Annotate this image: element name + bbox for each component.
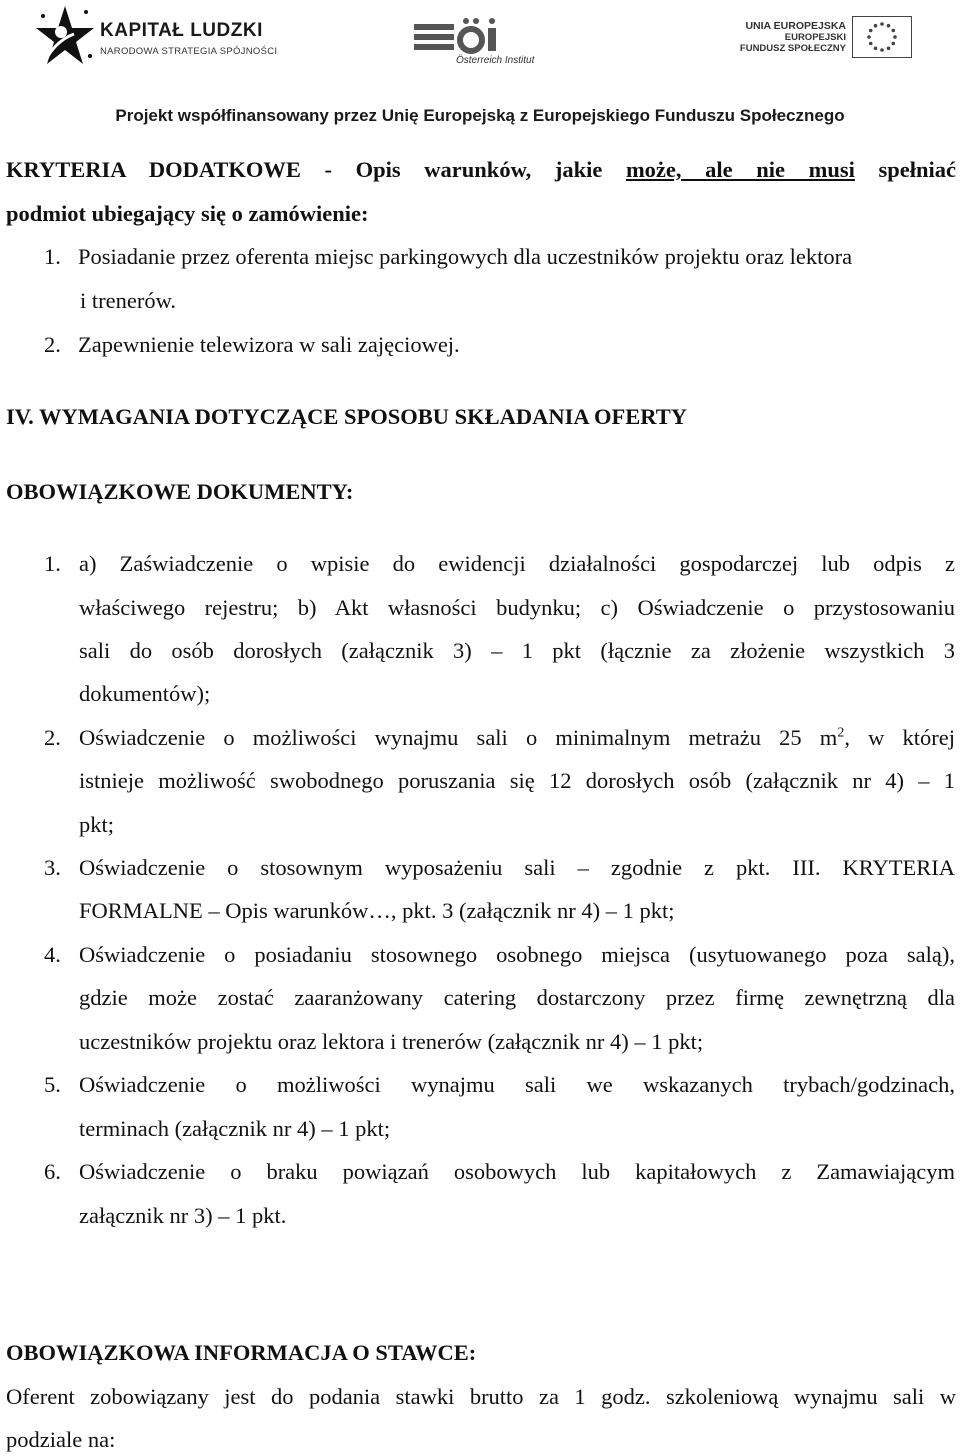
criteria-item-text: Zapewnienie telewizora w sali zajęciowej. bbox=[78, 332, 460, 357]
eu-line3: FUNDUSZ SPOŁECZNY bbox=[739, 43, 846, 54]
doc-item-number: 3. bbox=[44, 855, 61, 880]
required-docs-heading: OBOWIĄZKOWE DOKUMENTY: bbox=[6, 479, 354, 504]
rate-info-line: podziale na: bbox=[6, 1427, 116, 1452]
doc-item-line: pkt; bbox=[79, 812, 115, 837]
kapital-ludzki-subtitle: NARODOWA STRATEGIA SPÓJNOŚCI bbox=[100, 46, 278, 57]
superscript-2: 2 bbox=[837, 725, 845, 741]
doc-item-line-with-superscript bbox=[79, 725, 955, 751]
doc-item-text-part: , w której bbox=[844, 725, 955, 750]
kapital-ludzki-title: KAPITAŁ LUDZKI bbox=[100, 20, 263, 41]
eu-text bbox=[740, 20, 846, 54]
rate-info-heading: OBOWIĄZKOWA INFORMACJA O STAWCE: bbox=[6, 1340, 477, 1365]
intro-part1: KRYTERIA DODATKOWE - Opis warunków, jakie bbox=[6, 157, 626, 182]
eu-flag-icon bbox=[852, 16, 912, 58]
kapital-ludzki-star-icon bbox=[34, 4, 96, 70]
project-cofinancing-line: Projekt współfinansowany przez Unię Europejską z Europejskiego Funduszu Społecznego bbox=[115, 106, 845, 125]
criteria-item-number: 1. bbox=[44, 244, 61, 269]
osterreich-institut-logo bbox=[414, 16, 584, 64]
rate-info-line: Oferent zobowiązany jest do podania stawki brutto za 1 godz. szkoleniową wynajmu sali w bbox=[6, 1384, 956, 1409]
eu-line2: EUROPEJSKI bbox=[784, 32, 846, 43]
criteria-item-number: 2. bbox=[44, 332, 61, 357]
kapital-ludzki-logo bbox=[34, 4, 278, 74]
criteria-item-text: Posiadanie przez oferenta miejsc parkingowych dla uczestników projektu oraz lektora bbox=[78, 244, 853, 269]
doc-item-line: terminach (załącznik nr 4) – 1 pkt; bbox=[79, 1116, 391, 1141]
intro-part2: spełniać bbox=[854, 157, 956, 182]
doc-item-number: 6. bbox=[44, 1159, 61, 1184]
additional-criteria-intro-line2: podmiot ubiegający się o zamówienie: bbox=[6, 201, 369, 226]
doc-item-text-part: Oświadczenie o możliwości wynajmu sali o minimalnym metrażu 25 m bbox=[79, 725, 838, 750]
doc-item-line: a) Zaświadczenie o wpisie do ewidencji działalności gospodarczej lub odpis z bbox=[79, 551, 955, 576]
additional-criteria-intro bbox=[6, 157, 956, 183]
section-iv-heading: IV. WYMAGANIA DOTYCZĄCE SPOSOBU SKŁADANIA OFERTY bbox=[6, 404, 687, 429]
doc-item-line: istnieje możliwość swobodnego poruszania się 12 dorosłych osób (załącznik nr 4) – 1 bbox=[79, 768, 955, 793]
intro-underlined: może, ale nie musi bbox=[625, 157, 855, 182]
doc-item-line: dokumentów); bbox=[79, 681, 211, 706]
doc-item-line: Oświadczenie o możliwości wynajmu sali we wskazanych trybach/godzinach, bbox=[79, 1072, 955, 1097]
oi-mark-icon bbox=[414, 16, 584, 56]
doc-item-line: właściwego rejestru; b) Akt własności budynku; c) Oświadczenie o przystosowaniu bbox=[79, 595, 955, 620]
eu-line1: UNIA EUROPEJSKA bbox=[745, 20, 846, 32]
doc-item-line: Oświadczenie o braku powiązań osobowych lub kapitałowych z Zamawiającym bbox=[79, 1159, 955, 1184]
doc-item-number: 2. bbox=[44, 725, 61, 750]
eu-logo bbox=[740, 16, 912, 60]
oi-caption: Österreich Institut bbox=[456, 55, 535, 66]
doc-item-line: uczestników projektu oraz lektora i trenerów (załącznik nr 4) – 1 pkt; bbox=[79, 1029, 704, 1054]
doc-item-line: Oświadczenie o stosownym wyposażeniu sali – zgodnie z pkt. III. KRYTERIA bbox=[79, 855, 955, 880]
doc-item-number: 4. bbox=[44, 942, 61, 967]
doc-item-line: Oświadczenie o posiadaniu stosownego osobnego miejsca (usytuowanego poza salą), bbox=[79, 942, 955, 967]
criteria-item-text-cont: i trenerów. bbox=[80, 288, 176, 313]
doc-item-line: FORMALNE – Opis warunków…, pkt. 3 (załącznik nr 4) – 1 pkt; bbox=[79, 898, 675, 923]
doc-item-number: 5. bbox=[44, 1072, 61, 1097]
doc-item-line: sali do osób dorosłych (załącznik 3) – 1 pkt (łącznie za złożenie wszystkich 3 bbox=[79, 638, 955, 663]
doc-item-line: załącznik nr 3) – 1 pkt. bbox=[79, 1203, 287, 1228]
doc-item-line: gdzie może zostać zaaranżowany catering dostarczony przez firmę zewnętrzną dla bbox=[79, 985, 955, 1010]
doc-item-number: 1. bbox=[44, 551, 61, 576]
